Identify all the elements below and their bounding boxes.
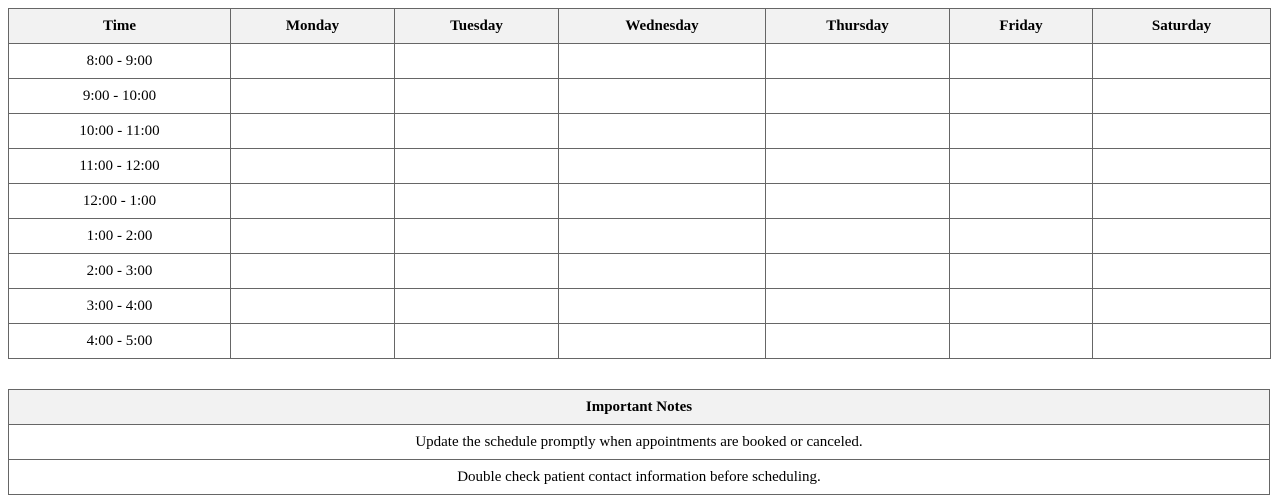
slot-cell-monday[interactable]	[231, 324, 395, 359]
notes-body	[9, 425, 1270, 495]
header-friday: Friday	[950, 9, 1093, 44]
header-wednesday: Wednesday	[559, 9, 766, 44]
slot-cell-friday[interactable]	[950, 79, 1093, 114]
slot-cell-saturday[interactable]	[1093, 289, 1271, 324]
page-content	[8, 8, 1270, 495]
slot-cell-monday[interactable]	[231, 219, 395, 254]
table-row	[9, 289, 1271, 324]
time-slot-cell: 12:00 - 1:00	[9, 184, 231, 219]
slot-cell-thursday[interactable]	[766, 324, 950, 359]
slot-cell-wednesday[interactable]	[559, 44, 766, 79]
header-thursday: Thursday	[766, 9, 950, 44]
table-row	[9, 324, 1271, 359]
slot-cell-friday[interactable]	[950, 149, 1093, 184]
slot-cell-tuesday[interactable]	[395, 114, 559, 149]
notes-header-row	[9, 390, 1270, 425]
slot-cell-friday[interactable]	[950, 219, 1093, 254]
slot-cell-saturday[interactable]	[1093, 149, 1271, 184]
slot-cell-friday[interactable]	[950, 184, 1093, 219]
time-slot-cell: 3:00 - 4:00	[9, 289, 231, 324]
header-time: Time	[9, 9, 231, 44]
slot-cell-saturday[interactable]	[1093, 254, 1271, 289]
slot-cell-wednesday[interactable]	[559, 219, 766, 254]
slot-cell-saturday[interactable]	[1093, 184, 1271, 219]
slot-cell-wednesday[interactable]	[559, 114, 766, 149]
slot-cell-friday[interactable]	[950, 289, 1093, 324]
slot-cell-wednesday[interactable]	[559, 324, 766, 359]
slot-cell-saturday[interactable]	[1093, 114, 1271, 149]
slot-cell-thursday[interactable]	[766, 44, 950, 79]
slot-cell-saturday[interactable]	[1093, 324, 1271, 359]
slot-cell-tuesday[interactable]	[395, 79, 559, 114]
slot-cell-monday[interactable]	[231, 184, 395, 219]
slot-cell-monday[interactable]	[231, 79, 395, 114]
note-text: Double check patient contact information before scheduling.	[9, 460, 1270, 495]
time-slot-cell: 4:00 - 5:00	[9, 324, 231, 359]
slot-cell-thursday[interactable]	[766, 149, 950, 184]
slot-cell-friday[interactable]	[950, 114, 1093, 149]
note-row	[9, 425, 1270, 460]
notes-table	[8, 389, 1270, 495]
slot-cell-wednesday[interactable]	[559, 289, 766, 324]
note-row	[9, 460, 1270, 495]
notes-title: Important Notes	[9, 390, 1270, 425]
table-row	[9, 149, 1271, 184]
table-row	[9, 44, 1271, 79]
slot-cell-monday[interactable]	[231, 149, 395, 184]
slot-cell-wednesday[interactable]	[559, 184, 766, 219]
slot-cell-monday[interactable]	[231, 114, 395, 149]
time-slot-cell: 8:00 - 9:00	[9, 44, 231, 79]
header-tuesday: Tuesday	[395, 9, 559, 44]
slot-cell-thursday[interactable]	[766, 79, 950, 114]
slot-cell-tuesday[interactable]	[395, 184, 559, 219]
slot-cell-monday[interactable]	[231, 289, 395, 324]
slot-cell-thursday[interactable]	[766, 219, 950, 254]
table-row	[9, 79, 1271, 114]
slot-cell-thursday[interactable]	[766, 184, 950, 219]
schedule-header-row	[9, 9, 1271, 44]
slot-cell-wednesday[interactable]	[559, 149, 766, 184]
slot-cell-friday[interactable]	[950, 44, 1093, 79]
slot-cell-friday[interactable]	[950, 324, 1093, 359]
schedule-body	[9, 44, 1271, 359]
table-row	[9, 184, 1271, 219]
slot-cell-wednesday[interactable]	[559, 79, 766, 114]
slot-cell-tuesday[interactable]	[395, 254, 559, 289]
slot-cell-thursday[interactable]	[766, 254, 950, 289]
slot-cell-tuesday[interactable]	[395, 289, 559, 324]
table-row	[9, 254, 1271, 289]
table-row	[9, 114, 1271, 149]
slot-cell-tuesday[interactable]	[395, 219, 559, 254]
slot-cell-monday[interactable]	[231, 44, 395, 79]
slot-cell-thursday[interactable]	[766, 289, 950, 324]
slot-cell-friday[interactable]	[950, 254, 1093, 289]
slot-cell-monday[interactable]	[231, 254, 395, 289]
slot-cell-tuesday[interactable]	[395, 44, 559, 79]
time-slot-cell: 1:00 - 2:00	[9, 219, 231, 254]
time-slot-cell: 9:00 - 10:00	[9, 79, 231, 114]
time-slot-cell: 10:00 - 11:00	[9, 114, 231, 149]
time-slot-cell: 11:00 - 12:00	[9, 149, 231, 184]
slot-cell-tuesday[interactable]	[395, 149, 559, 184]
table-row	[9, 219, 1271, 254]
header-saturday: Saturday	[1093, 9, 1271, 44]
header-monday: Monday	[231, 9, 395, 44]
slot-cell-thursday[interactable]	[766, 114, 950, 149]
slot-cell-tuesday[interactable]	[395, 324, 559, 359]
note-text: Update the schedule promptly when appointments are booked or canceled.	[9, 425, 1270, 460]
schedule-table	[8, 8, 1271, 359]
slot-cell-saturday[interactable]	[1093, 44, 1271, 79]
slot-cell-wednesday[interactable]	[559, 254, 766, 289]
slot-cell-saturday[interactable]	[1093, 79, 1271, 114]
slot-cell-saturday[interactable]	[1093, 219, 1271, 254]
time-slot-cell: 2:00 - 3:00	[9, 254, 231, 289]
